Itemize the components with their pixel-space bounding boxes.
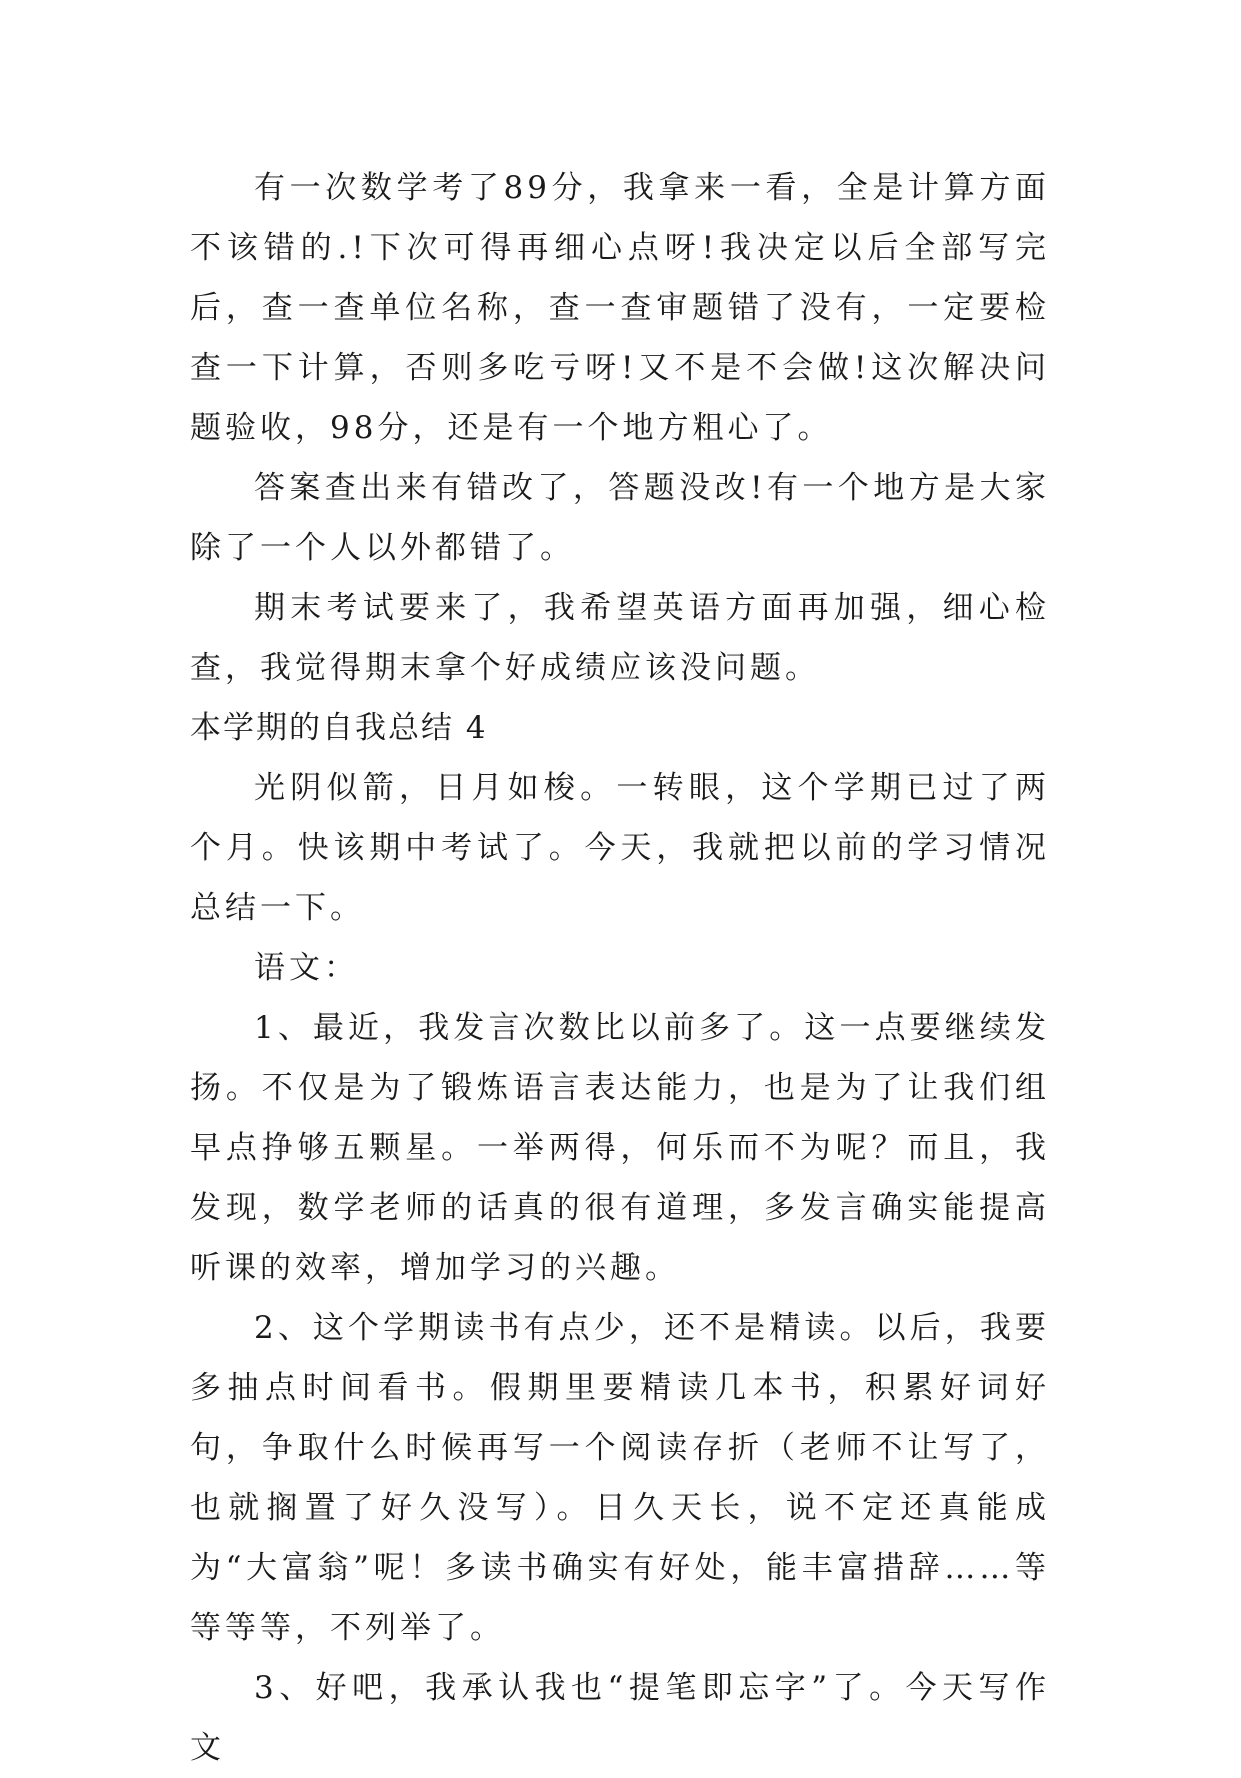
section-title: 本学期的自我总结 4 — [190, 710, 488, 746]
paragraph-intro: 光阴似箭，日月如梭。一转眼，这个学期已过了两个月。快该期中考试了。今天，我就把以前的学习情况总结一下。 — [190, 770, 1050, 926]
paragraph-item-1: 1、最近，我发言次数比以前多了。这一点要继续发扬。不仅是为了锻炼语言表达能力，也是为了让我们组早点挣够五颗星。一举两得，何乐而不为呢？而且，我发现，数学老师的话真的很有道理，多发言确实能提高听课的效率，增加学习的兴趣。 — [190, 1010, 1050, 1286]
paragraph-math-exam: 有一次数学考了89分，我拿来一看，全是计算方面不该错的.!下次可得再细心点呀!我决定以后全部写完后，查一查单位名称，查一查审题错了没有，一定要检查一下计算，否则多吃亏呀!又不是不会做!这次解决问题验收，98分，还是有一个地方粗心了。 — [190, 170, 1050, 446]
paragraph-chinese-label: 语文： — [254, 950, 359, 986]
paragraph-item-3: 3、好吧，我承认我也“提笔即忘字”了。今天写作文 — [190, 1670, 1050, 1766]
document-body — [190, 158, 1050, 1778]
paragraph-answer-check: 答案查出来有错改了，答题没改!有一个地方是大家除了一个人以外都错了。 — [190, 470, 1050, 566]
paragraph-final-exam: 期末考试要来了，我希望英语方面再加强，细心检查，我觉得期末拿个好成绩应该没问题。 — [190, 590, 1050, 686]
paragraph-item-2: 2、这个学期读书有点少，还不是精读。以后，我要多抽点时间看书。假期里要精读几本书，积累好词好句，争取什么时候再写一个阅读存折（老师不让写了，也就搁置了好久没写）。日久天长，说不定还真能成为“大富翁”呢！多读书确实有好处，能丰富措辞……等等等等，不列举了。 — [190, 1310, 1050, 1646]
